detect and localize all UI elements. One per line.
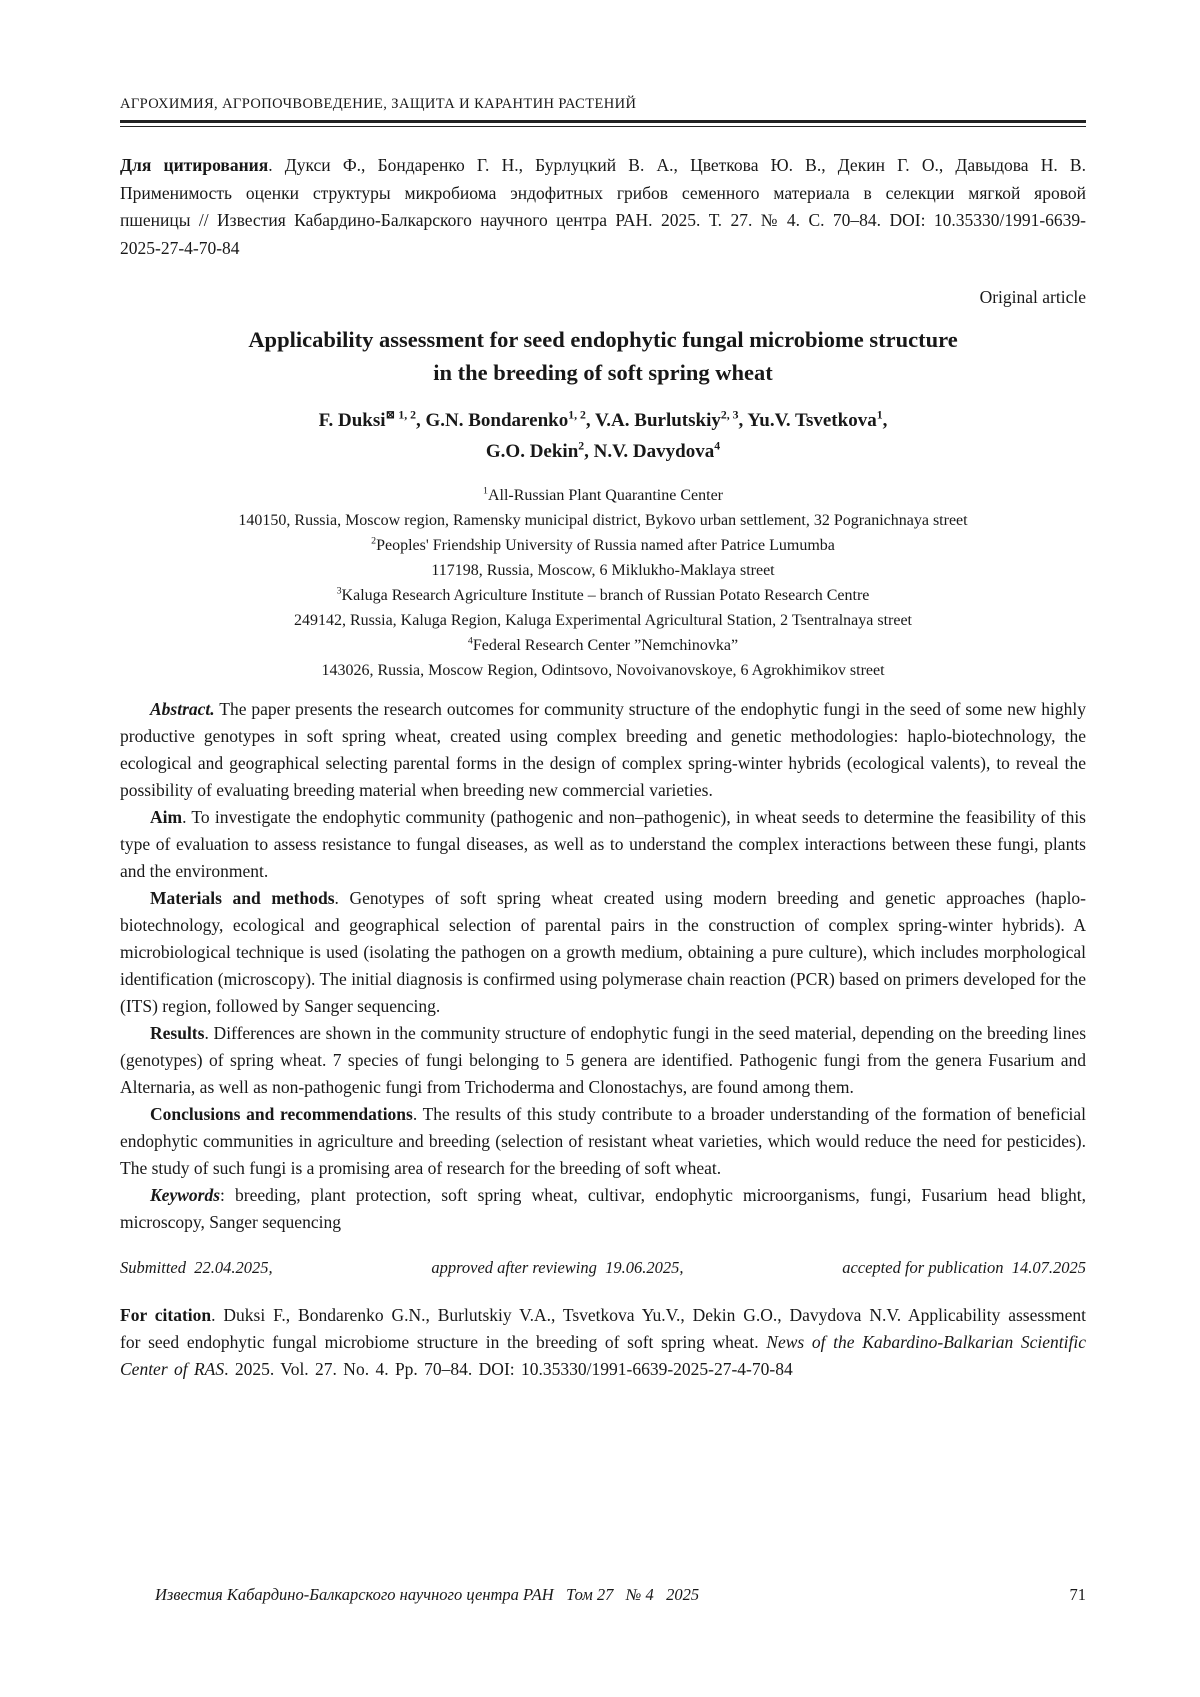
accepted-date: accepted for publication 14.07.2025 [842,1258,1086,1277]
text-run: Для цитирования [120,155,269,175]
dates-row [120,1258,1086,1278]
text-run: 4 [467,635,473,647]
keywords-paragraph [120,1182,1086,1236]
affiliation-line [120,533,1086,558]
text-run: News of the Kabardino-Balkarian Scientific Center of RAS [120,1332,1086,1379]
submitted-date: Submitted 22.04.2025, [120,1258,273,1277]
running-head: АГРОХИМИЯ, АГРОПОЧВОВЕДЕНИЕ, ЗАЩИТА И КАРАНТИН РАСТЕНИЙ [120,96,637,112]
text-run: Materials and methods [150,888,335,908]
citation-en-paragraph [120,1302,1086,1383]
header-rule [120,120,1086,127]
page-content [120,0,1086,1383]
text-run: 117198, Russia, Moscow, 6 Miklukho-Maklaya street [431,562,775,579]
abstract-block [120,696,1086,1236]
citation-ru-paragraph [120,152,1086,262]
text-run: . Genotypes of soft spring wheat created using modern breeding and genetic approaches (haplo-biotechnology, ecological and geographical selection of parental pairs in the construction of complex spring-winter hybrids). A microbiological technique is used (isolating the pathogen on a growth medium, obtaining a pure culture), which includes morphological identification (microscopy). The initial diagnosis is confirmed using polymerase chain reaction (PCR) based on primers developed for the (ITS) region, followed by Sanger sequencing. [120,888,1087,1016]
text-run: . Differences are shown in the community structure of endophytic fungi in the seed material, depending on the breeding lines (genotypes) of spring wheat. 7 species of fungi belonging to 5 genera are identified. Pathogenic fungi from the genera Fusarium and Alternaria, as well as non-pathogenic fungi from Trichoderma and Clonostachys, are found among them. [120,1023,1086,1097]
text-run: 140150, Russia, Moscow region, Ramensky municipal district, Bykovo urban settlement, 32 Pogranichnaya street [238,512,968,529]
text-run: Aim [150,807,183,827]
article-type-label: Original article [979,287,1086,307]
text-run: . To investigate the endophytic community (pathogenic and non–pathogenic), in wheat seeds to determine the feasibility of this type of evaluation to assess resistance to fungal diseases, as well as to understand the complex interactions between these fungi, plants and the environment. [120,807,1086,881]
materials-methods-paragraph [120,885,1086,1020]
page-footer [155,1585,1086,1605]
text-run: 1, 2 [398,408,416,422]
text-run: F. Duksi [318,410,386,431]
text-run: , N.V. Davydova [584,441,715,462]
text-run: . Дукси Ф., Бондаренко Г. Н., Бурлуцкий В. А., Цветкова Ю. В., Декин Г. О., Давыдова Н. В. Применимость оценки структуры микробиома эндофитных грибов семенного материала в селекции мягкой яровой пшеницы // Известия Кабардино-Балкарского научного центра РАН. 2025. Т. 27. № 4. С. 70–84. DOI: 10.35330/1991-6639-2025-27-4-70-84 [120,155,1086,258]
text-run: The paper presents the research outcomes for community structure of the endophytic fungi in the seed of some new highly productive genotypes in soft spring wheat, created using complex breeding and genetic methodologies: haplo-biotechnology, the ecological and geographical selecting parental forms in the design of complex spring-winter hybrids (ecological valents), to reveal the possibility of evaluating breeding material when breeding new commercial varieties. [120,699,1086,800]
text-run: Keywords [150,1185,220,1205]
footer-journal-line: Известия Кабардино-Балкарского научного центра РАН Том 27 № 4 2025 [155,1585,700,1604]
affiliation-address [120,658,1086,683]
text-run: 249142, Russia, Kaluga Region, Kaluga Experimental Agricultural Station, 2 Tsentralnaya street [294,612,912,629]
affiliation-line [120,633,1086,658]
text-run: Abstract. [150,699,215,719]
affiliations-block [120,483,1086,683]
approved-date: approved after reviewing 19.06.2025, [431,1258,684,1277]
text-run: G.O. Dekin [485,441,579,462]
text-run: Kaluga Research Agriculture Institute – branch of Russian Potato Research Centre [341,587,870,604]
affiliation-address [120,558,1086,583]
article-title [120,323,1086,389]
text-run: . 2025. Vol. 27. No. 4. Pp. 70–84. DOI: 10.35330/1991-6639-2025-27-4-70-84 [224,1359,793,1379]
text-run: 1, 2 [568,408,586,422]
authors-line-2 [120,436,1086,467]
text-run: For citation [120,1305,212,1325]
text-run: 2, 3 [720,408,739,422]
text-run: 4 [714,439,721,453]
aim-paragraph [120,804,1086,885]
affiliation-address [120,508,1086,533]
text-run: 1 [876,408,883,422]
text-run: , G.N. Bondarenko [416,410,569,431]
text-run: 1 [482,485,488,497]
authors-line-1 [120,405,1086,436]
text-run: Peoples' Friendship University of Russia named after Patrice Lumumba [376,537,835,554]
text-run: Conclusions and recommendations [150,1104,413,1124]
text-run: , Yu.V. Tsvetkova [738,410,877,431]
text-run: All-Russian Plant Quarantine Center [487,487,723,504]
results-paragraph [120,1020,1086,1101]
text-run: 2 [578,439,585,453]
text-run: Federal Research Center ”Nemchinovka” [472,637,739,654]
text-run: 143026, Russia, Moscow Region, Odintsovo, Novoivanovskoye, 6 Agrokhimikov street [321,662,885,679]
abstract-paragraph [120,696,1086,804]
text-run: 3 [336,585,342,597]
article-title-line-2: in the breeding of soft spring wheat [433,360,773,385]
authors-block [120,405,1086,467]
text-run: 2 [371,535,377,547]
affiliation-address [120,608,1086,633]
page-number: 71 [1069,1585,1086,1604]
text-run: : breeding, plant protection, soft spring wheat, cultivar, endophytic microorganisms, fungi, Fusarium head blight, microscopy, Sanger sequencing [120,1185,1086,1232]
text-run: Results [150,1023,205,1043]
affiliation-line [120,483,1086,508]
article-title-line-1: Applicability assessment for seed endophytic fungal microbiome structure [248,327,958,352]
text-run: , V.A. Burlutskiy [585,410,721,431]
text-run: , [882,410,888,431]
email-envelope-icon[interactable]: ⊠ [385,408,399,422]
text-run: . Duksi F., Bondarenko G.N., Burlutskiy V.A., Tsvetkova Yu.V., Dekin G.O., Davydova N.V. Applicability assessment for seed endophytic fungal microbiome structure in the breeding of soft spring wheat. [120,1305,1086,1352]
text-run: . The results of this study contribute to a broader understanding of the formation of beneficial endophytic communities in agriculture and breeding (selection of resistant wheat varieties, which would reduce the need for pesticides). The study of such fungi is a promising area of research for the breeding of soft wheat. [120,1104,1086,1178]
affiliation-line [120,583,1086,608]
conclusions-paragraph [120,1101,1086,1182]
